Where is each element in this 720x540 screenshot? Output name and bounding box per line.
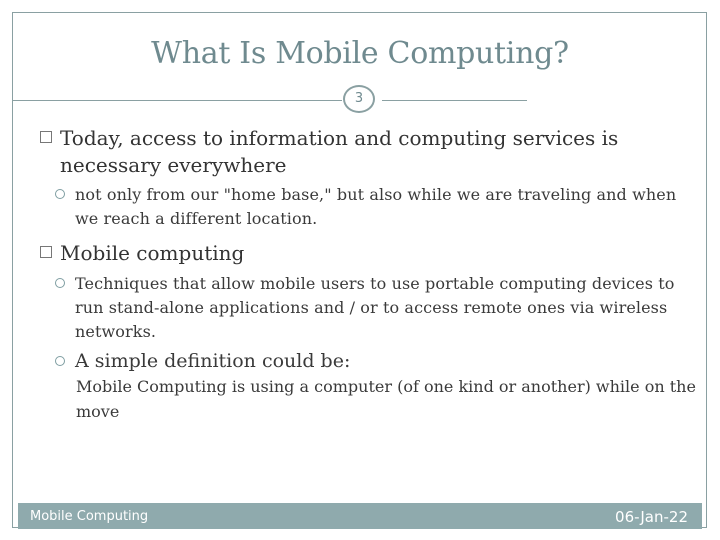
sub-bullet-text: A simple definition could be: (75, 350, 351, 372)
footer-left-text: Mobile Computing (30, 509, 149, 524)
square-bullet-icon (40, 131, 52, 143)
sub-bullet-item (55, 272, 675, 344)
ring-bullet-icon (55, 189, 65, 199)
footer-bar (18, 503, 702, 529)
bullet-text: Today, access to information and computing services is necessary everywhere (60, 126, 619, 177)
sub-bullet-text: Techniques that allow mobile users to use portable computing devices to run stand-alone applications and / or to access remote ones via wireless networks. (75, 274, 675, 341)
bullet-item (40, 125, 680, 179)
sub-bullet-item (55, 183, 695, 231)
footer-date: 06-Jan-22 (615, 508, 688, 526)
sub-bullet-text: not only from our "home base," but also while we are traveling and when we reach a different location. (75, 185, 677, 228)
square-bullet-icon (40, 246, 52, 258)
ring-bullet-icon (55, 278, 65, 288)
title-rule-right (382, 100, 527, 101)
bullet-item (40, 240, 680, 267)
bullet-text: Mobile computing (60, 241, 245, 265)
page-number-badge: 3 (343, 85, 375, 113)
definition-text: Mobile Computing is using a computer (of one kind or another) while on the move (76, 377, 696, 421)
ring-bullet-icon (55, 356, 65, 366)
title-rule-left (12, 100, 342, 101)
sub-bullet-item (55, 348, 695, 374)
slide-title: What Is Mobile Computing? (151, 36, 569, 71)
